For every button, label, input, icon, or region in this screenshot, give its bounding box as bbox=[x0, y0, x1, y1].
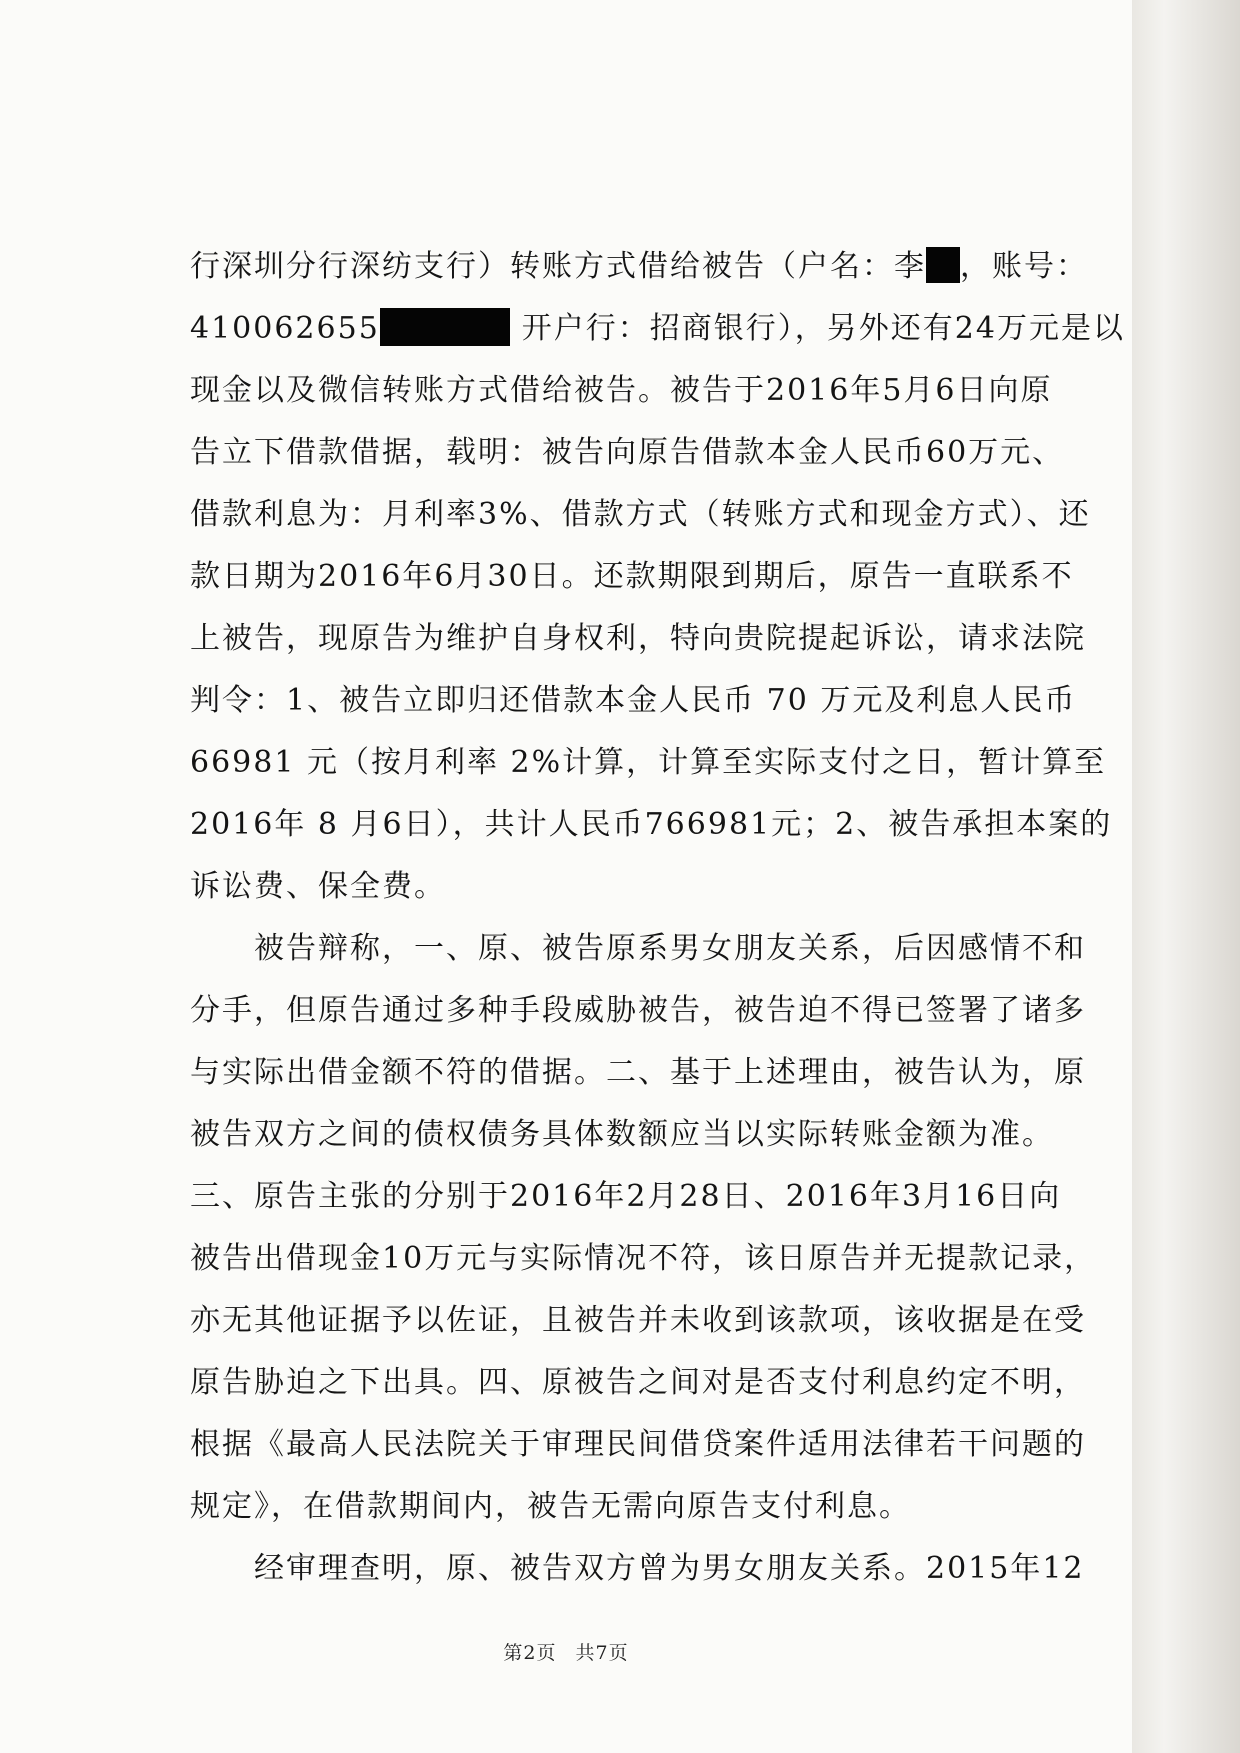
text-line: 分手，但原告通过多种手段威胁被告，被告迫不得已签署了诸多 bbox=[190, 993, 1086, 1028]
text-line: 告立下借款借据，载明：被告向原告借款本金人民币60万元、 bbox=[190, 435, 1065, 470]
text-line: 诉讼费、保全费。 bbox=[190, 869, 446, 904]
text-line: 款日期为2016年6月30日。还款期限到期后，原告一直联系不 bbox=[190, 559, 1074, 594]
redaction-box bbox=[926, 247, 960, 283]
redaction-box bbox=[380, 308, 510, 346]
text-line: 被告双方之间的债权债务具体数额应当以实际转账金额为准。 bbox=[190, 1117, 1054, 1152]
text-line: 判令：1、被告立即归还借款本金人民币 70 万元及利息人民币 bbox=[190, 683, 1077, 718]
text-line: 被告出借现金10万元与实际情况不符，该日原告并无提款记录， bbox=[190, 1241, 1097, 1276]
page-number-total: 共7页 bbox=[575, 1642, 629, 1664]
paragraph-start-line: 被告辩称，一、原、被告原系男女朋友关系，后因感情不和 bbox=[254, 931, 1086, 966]
text-line: 上被告，现原告为维护自身权利，特向贵院提起诉讼，请求法院 bbox=[190, 621, 1086, 656]
text-line: 410062655 开户行：招商银行），另外还有24万元是以 bbox=[190, 298, 1110, 360]
text-line: 66981 元（按月利率 2%计算，计算至实际支付之日，暂计算至 bbox=[190, 745, 1107, 780]
text-line: 现金以及微信转账方式借给被告。被告于2016年5月6日向原 bbox=[190, 373, 1053, 408]
document-body bbox=[190, 236, 1125, 1600]
text-line: 行深圳分行深纺支行）转账方式借给被告（户名：李 ，账号： bbox=[190, 249, 1088, 284]
page-footer bbox=[0, 1638, 1132, 1665]
text-line: 原告胁迫之下出具。四、原被告之间对是否支付利息约定不明， bbox=[190, 1365, 1086, 1400]
page-edge-shadow bbox=[1132, 0, 1240, 1753]
text-line: 规定》，在借款期间内，被告无需向原告支付利息。 bbox=[190, 1489, 911, 1524]
text-line: 三、原告主张的分别于2016年2月28日、2016年3月16日向 bbox=[190, 1179, 1062, 1214]
text-line: 亦无其他证据予以佐证，且被告并未收到该款项，该收据是在受 bbox=[190, 1303, 1086, 1338]
paragraph-start-line: 经审理查明，原、被告双方曾为男女朋友关系。2015年12 bbox=[254, 1551, 1085, 1586]
text-line: 与实际出借金额不符的借据。二、基于上述理由，被告认为，原 bbox=[190, 1055, 1086, 1090]
text-line: 根据《最高人民法院关于审理民间借贷案件适用法律若干问题的 bbox=[190, 1427, 1086, 1462]
text-line: 借款利息为：月利率3%、借款方式（转账方式和现金方式）、还 bbox=[190, 497, 1091, 532]
text-line: 2016年 8 月6日），共计人民币766981元；2、被告承担本案的 bbox=[190, 807, 1113, 842]
page-number-current: 第2页 bbox=[503, 1642, 557, 1664]
